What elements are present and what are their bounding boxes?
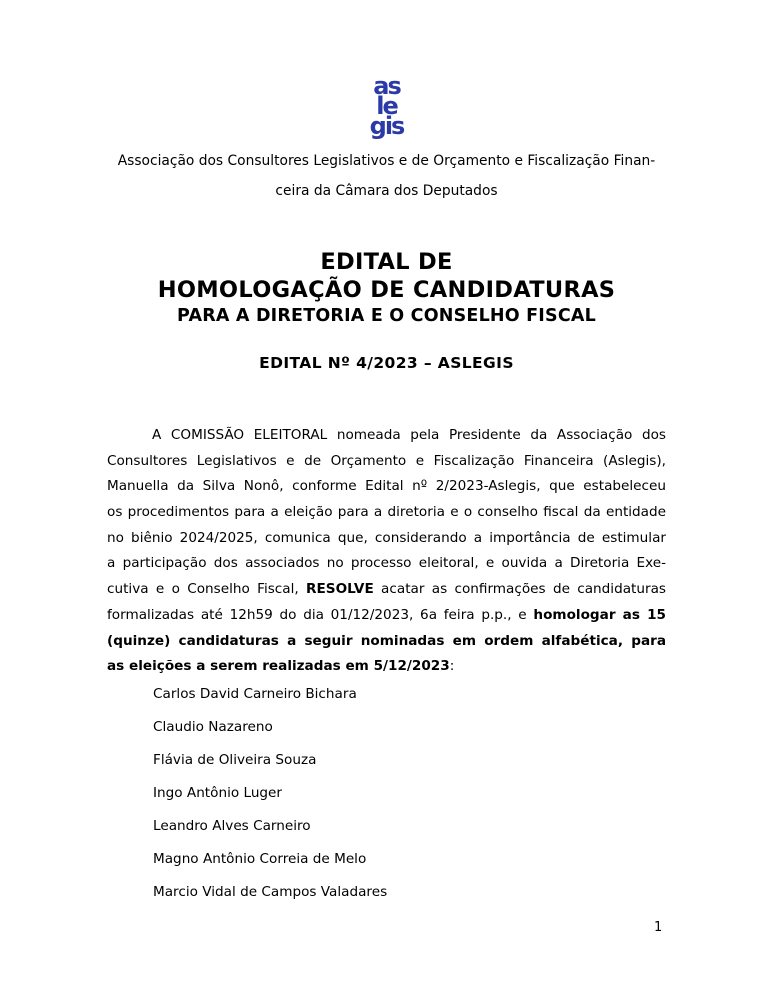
body-paragraph	[107, 423, 666, 680]
body-line	[107, 449, 666, 475]
body-line	[107, 551, 666, 577]
body-line	[107, 423, 666, 449]
candidate-name: Carlos David Carneiro Bichara	[153, 686, 357, 702]
body-text: :	[449, 658, 455, 675]
body-text-bold: RESOLVE	[306, 581, 374, 598]
body-text: cutiva e o Conselho Fiscal,	[107, 581, 307, 598]
body-line	[107, 474, 666, 500]
organization-name-line2: ceira da Câmara dos Deputados	[275, 183, 498, 199]
logo-row-as: as	[373, 72, 400, 100]
logo-row-gis: gis	[369, 112, 404, 140]
body-line	[107, 526, 666, 552]
page-number: 1	[654, 920, 663, 935]
body-text: no biênio 2024/2025, comunica que, considerando a importância de estimular	[107, 529, 666, 546]
title-line1: EDITAL DE	[320, 249, 453, 275]
body-line	[107, 603, 666, 629]
body-line	[107, 629, 666, 655]
body-text: acatar as confirmações de candidaturas	[373, 581, 666, 598]
body-text: a participação dos associados no processo eleitoral, e ouvida a Diretoria Exe-	[107, 555, 666, 572]
candidate-name: Claudio Nazareno	[153, 719, 273, 735]
candidate-name: Flávia de Oliveira Souza	[153, 752, 317, 768]
candidate-name: Ingo Antônio Luger	[153, 785, 283, 801]
body-text-bold: homologar as 15	[533, 606, 666, 623]
body-line	[107, 577, 666, 603]
organization-name-line1: Associação dos Consultores Legislativos e de Orçamento e Fiscalização Finan-	[117, 153, 656, 169]
body-text: A COMISSÃO ELEITORAL nomeada pela Presidente da Associação dos	[152, 427, 666, 443]
body-text: Consultores Legislativos e de Orçamento e Fiscalização Financeira (Aslegis),	[107, 452, 666, 469]
candidates-list	[153, 678, 387, 909]
body-text-bold: as eleições a serem realizadas em 5/12/2023	[107, 658, 450, 675]
candidate-name: Marcio Vidal de Campos Valadares	[153, 884, 388, 900]
document-title	[0, 248, 773, 328]
body-line	[107, 654, 666, 680]
body-line	[107, 500, 666, 526]
title-line3: PARA A DIRETORIA E O CONSELHO FISCAL	[177, 306, 596, 326]
edital-number: EDITAL Nº 4/2023 – ASLEGIS	[259, 354, 514, 372]
body-text-bold: (quinze) candidaturas a seguir nominadas em ordem alfabética, para	[107, 632, 666, 649]
candidate-name: Leandro Alves Carneiro	[153, 818, 311, 834]
candidate-name: Magno Antônio Correia de Melo	[153, 851, 367, 867]
body-text: os procedimentos para a eleição para a diretoria e o conselho fiscal da entidade	[107, 504, 666, 521]
logo-row-le: le	[376, 92, 397, 120]
body-text: Manuella da Silva Nonô, conforme Edital nº 2/2023-Aslegis, que estabeleceu	[107, 478, 666, 495]
body-text: formalizadas até 12h59 do dia 01/12/2023, 6a feira p.p., e	[107, 606, 534, 623]
organization-name	[0, 146, 773, 206]
title-line2: HOMOLOGAÇÃO DE CANDIDATURAS	[157, 277, 616, 303]
aslegis-logo	[0, 72, 773, 140]
